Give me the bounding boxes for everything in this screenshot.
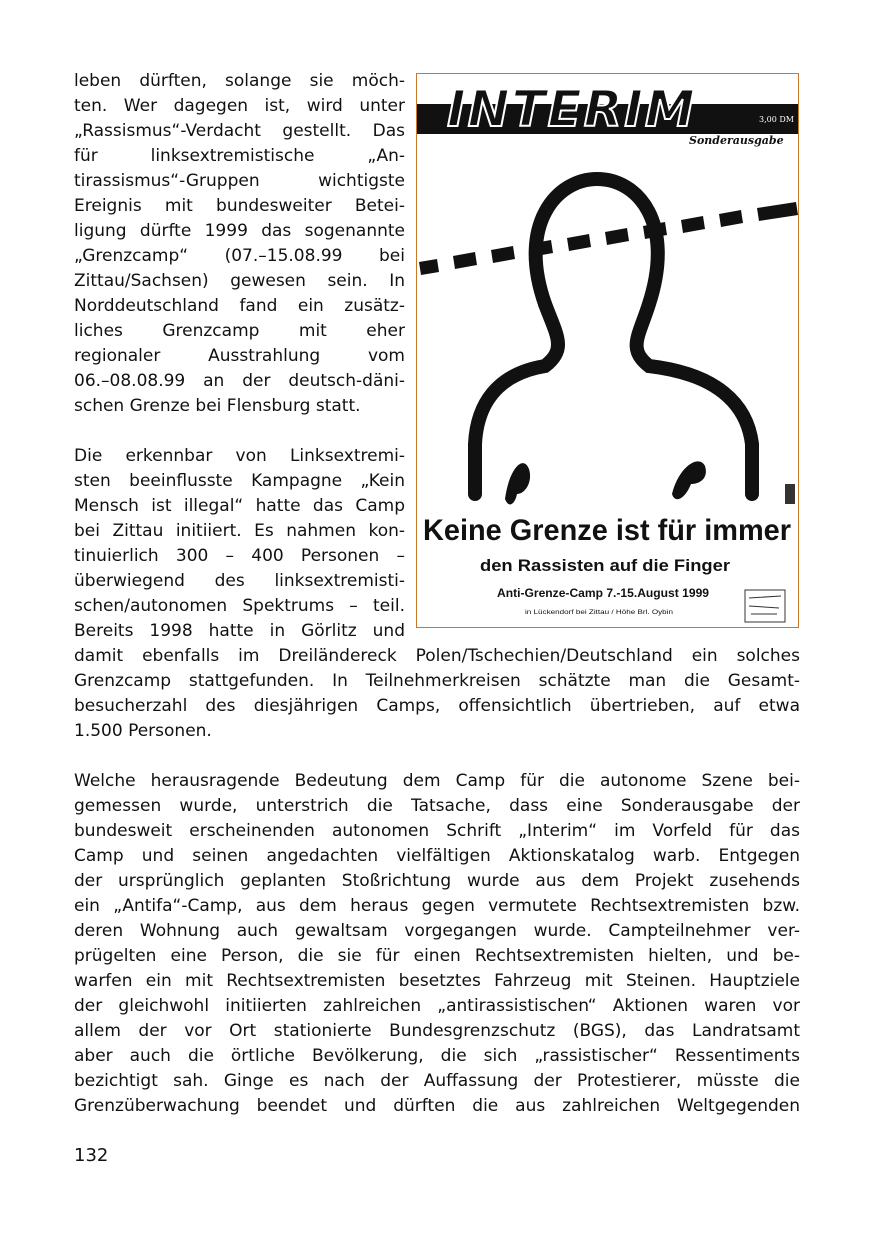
text-line: ein „Antifa“-Camp, aus dem heraus gegen vermutete Rechtsextremisten bzw. <box>74 896 800 916</box>
text-line: Die erkennbar von Linksextremi- <box>74 446 405 466</box>
dashed-border-line-icon <box>419 202 798 275</box>
masthead-title: INTERIM <box>447 80 697 138</box>
paragraph-3 <box>74 769 800 1119</box>
text-line: allem der vor Ort stationierte Bundesgrenzschutz (BGS), das Landratsamt <box>74 1021 800 1041</box>
stamp-logo-icon <box>745 590 785 622</box>
hands-icon <box>505 461 706 504</box>
poster-subheadline: den Rassisten auf die Finger <box>480 556 731 575</box>
text-line: Ereignis mit bundesweiter Betei- <box>74 196 405 216</box>
text-line: schen Grenze bei Flensburg statt. <box>74 396 361 416</box>
paragraph-2-wide <box>74 644 800 744</box>
text-line: Welche herausragende Bedeutung dem Camp für die autonome Szene bei- <box>74 771 800 791</box>
text-line: deren Wohnung auch gewaltsam vorgegangen wurde. Campteilnehmer ver- <box>74 921 800 941</box>
text-line: sten beeinflusste Kampagne „Kein <box>74 471 405 491</box>
text-line: gemessen wurde, unterstrich die Tatsache, dass eine Sonderausgabe der <box>74 796 800 816</box>
text-line: Bereits 1998 hatte in Görlitz und <box>74 621 405 641</box>
text-line: ten. Wer dagegen ist, wird unter <box>74 96 405 116</box>
text-line: tirassismus“-Gruppen wichtigste <box>74 171 405 191</box>
edition-label: Sonderausgabe <box>689 134 784 147</box>
text-line: Mensch ist illegal“ hatte das Camp <box>74 496 405 516</box>
text-line: 1.500 Personen. <box>74 721 212 741</box>
interim-poster-image <box>416 73 799 628</box>
text-line: regionaler Ausstrahlung vom <box>74 346 405 366</box>
text-line: bei Zittau initiiert. Es nahmen kon- <box>74 521 405 541</box>
text-line: für linksextremistische „An- <box>74 146 405 166</box>
text-line: ligung dürfte 1999 das sogenannte <box>74 221 405 241</box>
price-label: 3,00 DM <box>759 115 794 124</box>
text-line: leben dürften, solange sie möch- <box>74 71 405 91</box>
side-mark <box>785 484 795 504</box>
text-line: bezichtigt sah. Ginge es nach der Auffassung der Protestierer, müsste die <box>74 1071 800 1091</box>
text-line: „Grenzcamp“ (07.–15.08.99 bei <box>74 246 405 266</box>
text-line: besucherzahl des diesjährigen Camps, offensichtlich übertrieben, auf etwa <box>74 696 800 716</box>
text-line: schen/autonomen Spektrums – teil. <box>74 596 405 616</box>
text-line: bundesweit erscheinenden autonomen Schrift „Interim“ im Vorfeld für das <box>74 821 800 841</box>
text-line: Norddeutschland fand ein zusätz- <box>74 296 405 316</box>
paragraph-1 <box>74 69 405 419</box>
text-line: „Rassismus“-Verdacht gestellt. Das <box>74 121 405 141</box>
text-line: 06.–08.08.99 an der deutsch-däni- <box>74 371 405 391</box>
poster-event-line: Anti-Grenze-Camp 7.-15.August 1999 <box>497 586 710 600</box>
text-line: Grenzüberwachung beendet und dürften die aus zahlreichen Weltgegenden <box>74 1096 800 1116</box>
paragraph-2-narrow <box>74 444 405 644</box>
text-line: der gleichwohl initiierten zahlreichen „antirassistischen“ Aktionen waren vor <box>74 996 800 1016</box>
page-number: 132 <box>74 1145 109 1166</box>
text-line: Camp und seinen angedachten vielfältigen Aktionskatalog warb. Entgegen <box>74 846 800 866</box>
text-line: Grenzcamp stattgefunden. In Teilnehmerkreisen schätzte man die Gesamt- <box>74 671 800 691</box>
text-line: warfen ein mit Rechtsextremisten besetztes Fahrzeug mit Steinen. Hauptziele <box>74 971 800 991</box>
text-line: liches Grenzcamp mit eher <box>74 321 405 341</box>
poster-location-line: in Lückendorf bei Zittau / Höhe Brl. Oybin <box>525 610 673 616</box>
poster-headline: Keine Grenze ist für immer <box>423 514 792 547</box>
text-line: überwiegend des linksextremisti- <box>74 571 405 591</box>
text-line: der ursprünglich geplanten Stoßrichtung wurde aus dem Projekt zusehends <box>74 871 800 891</box>
text-line: aber auch die örtliche Bevölkerung, die sich „rassistischer“ Ressentiments <box>74 1046 800 1066</box>
text-line: prügelten eine Person, die sie für einen Rechtsextremisten hielten, und be- <box>74 946 800 966</box>
text-line: damit ebenfalls im Dreiländereck Polen/Tschechien/Deutschland ein solches <box>74 646 800 666</box>
figure-outline-icon <box>475 179 752 494</box>
text-line: Zittau/Sachsen) gewesen sein. In <box>74 271 405 291</box>
text-line: tinuierlich 300 – 400 Personen – <box>74 546 405 566</box>
